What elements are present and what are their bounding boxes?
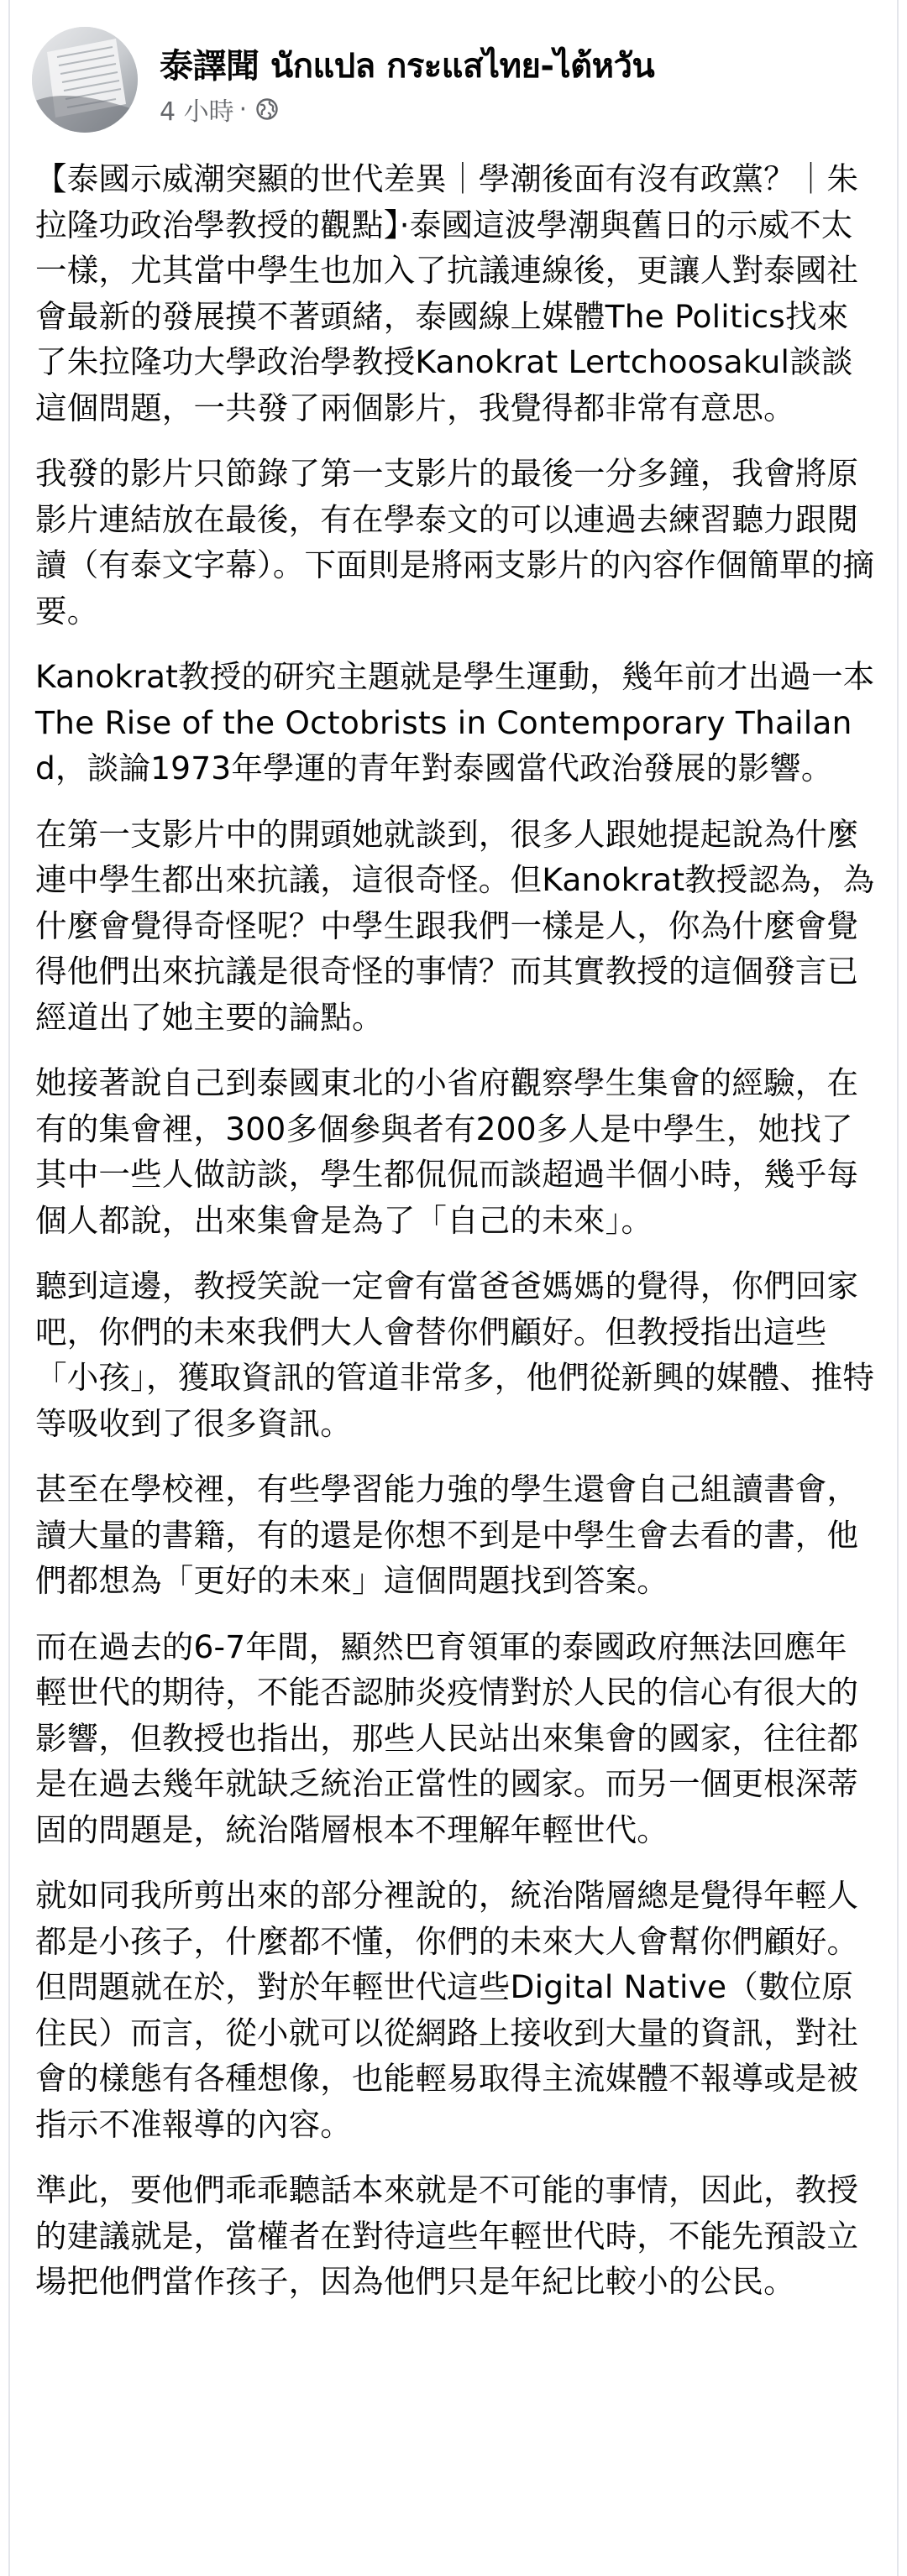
paragraph-4: 在第一支影片中的開頭她就談到，很多人跟她提起說為什麼連中學生都出來抗議，這很奇怪。但Kanokrat教授認為，為什麼會覺得奇怪呢？中學生跟我們一樣是人，你為什麼會覺得他們出來抗議是很奇怪的事情？而其實教授的這個發言已經道出了她主要的論點。 <box>35 815 875 1036</box>
paragraph-2: 我發的影片只節錄了第一支影片的最後一分多鐘，我會將原影片連結放在最後，有在學泰文的可以連過去練習聽力跟閱讀（有泰文字幕）。下面則是將兩支影片的內容作個簡單的摘要。 <box>35 455 875 630</box>
post-timestamp[interactable]: 4 小時 <box>160 97 234 127</box>
avatar-image <box>32 27 138 133</box>
paragraph-3: Kanokrat教授的研究主題就是學生運動，幾年前才出過一本The Rise of the Octobrists in Contemporary Thailand，談論1973年學運的青年對泰國當代政治發展的影響。 <box>35 658 875 786</box>
paragraph-10: 準此，要他們乖乖聽話本來就是不可能的事情，因此，教授的建議就是，當權者在對待這些年輕世代時，不能先預設立場把他們當作孩子，因為他們只是年紀比較小的公民。 <box>35 2171 859 2300</box>
post-card <box>8 0 899 2576</box>
paragraph-5: 她接著說自己到泰國東北的小省府觀察學生集會的經驗，在有的集會裡，300多個參與者有200多人是中學生，她找了其中一些人做訪談，學生都侃侃而談超過半個小時，幾乎每個人都說，出來集會是為了「自己的未來」。 <box>35 1064 859 1239</box>
post-body <box>35 156 878 2325</box>
avatar[interactable] <box>32 27 138 133</box>
paragraph-9: 就如同我所剪出來的部分裡說的，統治階層總是覺得年輕人都是小孩子，什麼都不懂，你們的未來大人會幫你們顧好。但問題就在於，對於年輕世代這些Digital Native（數位原住民）而言，從小就可以從網路上接收到大量的資訊，對社會的樣態有各種想像，也能輕易取得主流媒體不報導或是被指示不准報導的內容。 <box>35 1877 859 2143</box>
paragraph-1: 【泰國示威潮突顯的世代差異｜學潮後面有沒有政黨？｜朱拉隆功政治學教授的觀點】·泰國這波學潮與舊日的示威不太一樣，尤其當中學生也加入了抗議連線後，更讓人對泰國社會最新的發展摸不著頭緒，泰國線上媒體The Politics找來了朱拉隆功大學政治學教授Kanokrat Lertchoosakul談談這個問題，一共發了兩個影片，我覺得都非常有意思。 <box>35 160 859 426</box>
post-header <box>32 27 872 136</box>
paragraph-6: 聽到這邊，教授笑說一定會有當爸爸媽媽的覺得，你們回家吧，你們的未來我們大人會替你們顧好。但教授指出這些「小孩」，獲取資訊的管道非常多，他們從新興的媒體、推特等吸收到了很多資訊。 <box>35 1267 875 1442</box>
author-name[interactable]: 泰譯聞 นักแปล กระแสไทย-ไต้หวัน <box>160 47 655 86</box>
post-meta <box>160 91 279 128</box>
globe-icon[interactable] <box>255 97 279 121</box>
paragraph-7: 甚至在學校裡，有些學習能力強的學生還會自己組讀書會，讀大量的書籍，有的還是你想不到是中學生會去看的書，他們都想為「更好的未來」這個問題找到答案。 <box>35 1471 859 1599</box>
paragraph-8: 而在過去的6-7年間，顯然巴育領軍的泰國政府無法回應年輕世代的期待，不能否認肺炎疫情對於人民的信心有很大的影響，但教授也指出，那些人民站出來集會的國家，往往都是在過去幾年就缺乏統治正當性的國家。而另一個更根深蒂固的問題是，統治階層根本不理解年輕世代。 <box>35 1628 859 1848</box>
meta-separator: · <box>239 94 248 124</box>
